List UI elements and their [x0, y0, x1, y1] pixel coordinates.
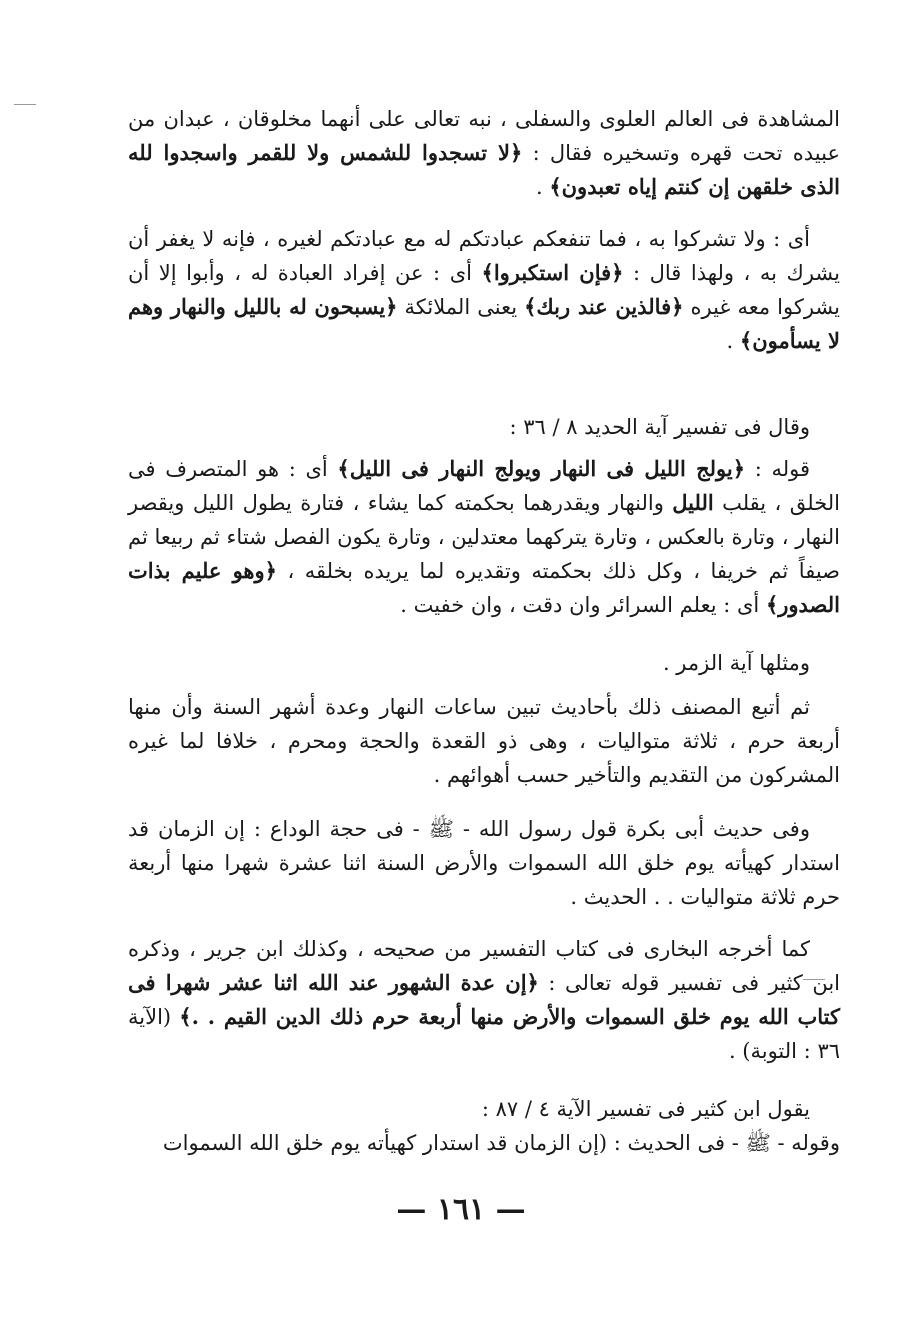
emphasized-word: الليل: [672, 490, 714, 515]
paragraph-7: وفى حديث أبى بكرة قول رسول الله - ﷺ - فى حجة الوداع : إن الزمان قد استدار كهيأته يوم خلق الله السموات والأرض السنة اثنا عشرة شهرا منها أربعة حرم ثلاثة متواليات . . الحديث .: [128, 817, 840, 909]
quran-verse: ﴿لا تسجدوا للشمس ولا للقمر واسجدوا لله الذى خلقهن إن كنتم إياه تعبدون﴾: [128, 140, 840, 199]
paragraph-4-end: أى : يعلم السرائر وان دقت ، وان خفيت .: [400, 593, 766, 617]
paragraph-4-text: قوله :: [745, 457, 810, 481]
paragraph-4-text: والنهار ويقدرهما بحكمته كما يشاء ، فتارة يطول الليل ويقصر النهار ، وتارة بالعكس ، وتارة يتركهما معتدلين ، وتارة يكون الفصل شتاء ثم ربيعا ثم صيفاً ثم خريفا ، وكل ذلك بحكمته وتقديره لما يريده بخلقه ،: [128, 491, 840, 583]
paragraph-1-text: المشاهدة فى العالم العلوى والسفلى ، نبه تعالى على أنهما مخلوقان ، عبدان من عبيده تحت قهره وتسخيره فقال :: [128, 107, 840, 165]
paragraph-9: يقول ابن كثير فى تفسير الآية ٤ / ٨٧ :: [481, 1097, 810, 1121]
paragraph-10: وقوله - ﷺ - فى الحديث : (إن الزمان قد استدار كهيأته يوم خلق الله السموات: [162, 1131, 840, 1155]
paragraph-2-text: يعنى الملائكة: [397, 295, 525, 319]
quran-verse: ﴿وهو عليم بذات الصدور﴾: [128, 558, 840, 617]
quran-verse: ﴿فإن استكبروا﴾: [481, 260, 624, 285]
paragraph-2-text: أى : ولا تشركوا به ، فما تنفعكم عبادتكم له مع عبادتكم لغيره ، فإنه لا يغفر أن يشرك به ، ولهذا قال :: [128, 227, 841, 285]
paragraph-5: ومثلها آية الزمر .: [662, 651, 810, 675]
scan-mark: [14, 104, 36, 105]
quran-verse: ﴿يولج الليل فى النهار ويولج النهار فى الليل﴾: [337, 456, 746, 481]
paragraph-1-end: .: [535, 175, 550, 199]
paragraph-4-text: أى : هو المتصرف فى الخلق ، يقلب: [128, 457, 840, 515]
quran-verse: ﴿يسبحون له بالليل والنهار وهم لا يسأمون﴾: [128, 294, 840, 353]
paragraph-8-end: (الآية ٣٦ : التوبة) .: [128, 1005, 840, 1063]
paragraph-2-text: أى : عن إفراد العبادة له ، وأبوا إلا أن يشركوا معه غيره: [128, 261, 841, 319]
page-number: — ١٦١ —: [396, 1192, 526, 1227]
paragraph-8: [128, 932, 840, 1068]
paragraph-8-text: كما أخرجه البخارى فى كتاب التفسير من صحيحه ، وكذلك ابن جرير ، وذكره ابن كثير فى تفسير قوله تعالى :: [128, 937, 840, 995]
paragraph-6: ثم أتبع المصنف ذلك بأحاديث تبين ساعات النهار وعدة أشهر السنة وأن منها أربعة حرم ، ثلاثة متواليات ، وهى ذو القعدة والحجة ومحرم ، خلافا لما غيره المشركون من التقديم والتأخير حسب أهوائهم .: [128, 695, 840, 787]
quran-verse: ﴿فالذين عند ربك﴾: [524, 294, 684, 319]
paragraph-1: [128, 102, 840, 204]
paragraph-2-end: .: [726, 329, 740, 353]
paragraph-4: [128, 452, 840, 622]
paragraph-2: [128, 222, 840, 358]
quran-verse: ﴿إن عدة الشهور عند الله اثنا عشر شهرا فى كتاب الله يوم خلق السموات والأرض منها أربعة حرم ذلك الدين القيم . .﴾: [128, 970, 840, 1029]
section-heading: وقال فى تفسير آية الحديد ٨ / ٣٦ :: [509, 415, 810, 439]
